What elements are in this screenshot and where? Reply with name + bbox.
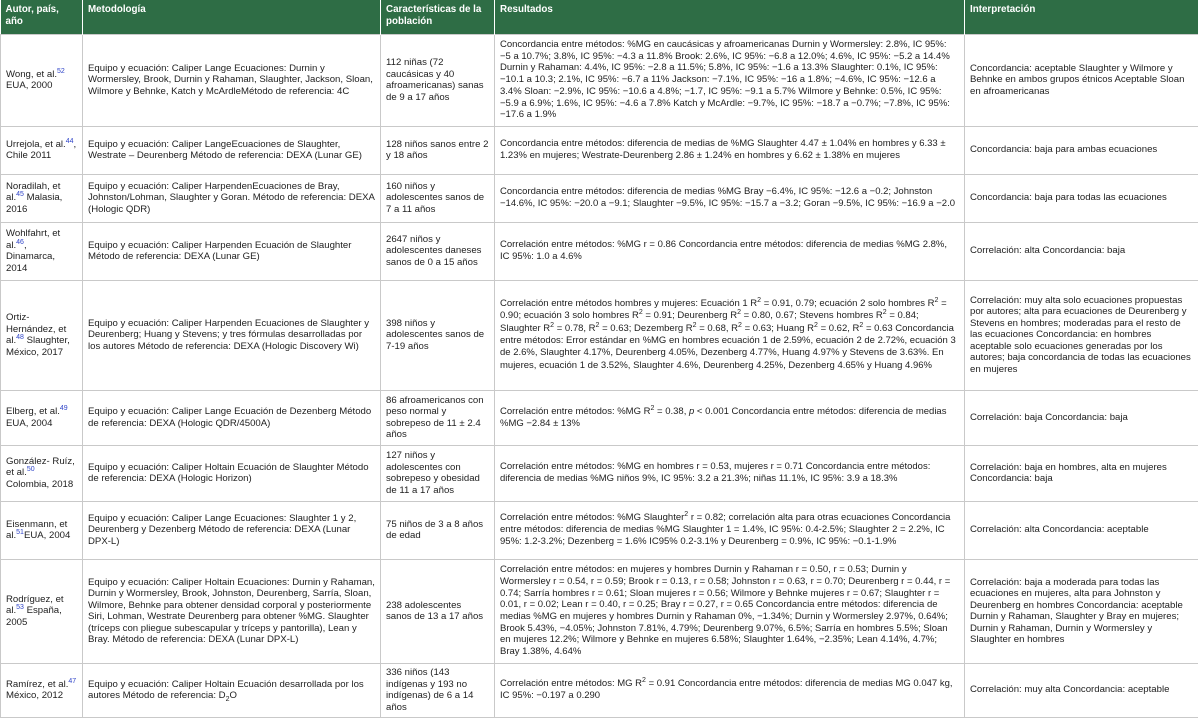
method-cell: Equipo y ecuación: Caliper HarpendenEcuaciones de Bray, Johnston/Lohman, Slaughter y Goran. Método de referencia: DEXA (Hologic QDR): [83, 174, 381, 222]
author-cell: González- Ruíz, et al.$^{50}$ Colombia, 2018: [1, 445, 83, 501]
interpretation-cell: Correlación: alta Concordancia: aceptable: [965, 501, 1198, 559]
reference-link[interactable]: 53: [16, 604, 24, 612]
author-cell: Ortiz-Hernández, et al.$^{48}$ Slaughter, México, 2017: [1, 280, 83, 390]
results-cell: Concordancia entre métodos: diferencia de medias de %MG Slaughter 4.47 ± 1.04% en hombres y 6.33 ± 1.23% en mujeres; Westrate-Deurenberg 2.86 ± 1.24% en hombres y 6.62 ± 1.38% en mujeres: [495, 126, 965, 174]
table-row: [1, 663, 1198, 717]
interpretation-cell: Correlación: muy alta solo ecuaciones propuestas por autores; alta para ecuaciones de Deurenberg y Stevens en hombres; moderadas para el resto de las ecuaciones Concordancia: en hombres aceptable solo ecuaciones generadas por los autores; baja concordancia de todas las ecuaciones en mujeres: [965, 280, 1198, 390]
population-cell: 398 niños y adolescentes sanos de 7-19 años: [381, 280, 495, 390]
results-cell: Correlación entre métodos: %MG en hombres r = 0.53, mujeres r = 0.71 Concordancia entre métodos: diferencia de medias %MG niños 9%, IC 95%: 3.2 a 21.3%; niñas 11.1%, IC 95%: 3.9 a 18.3%: [495, 445, 965, 501]
table-row: [1, 174, 1198, 222]
header-author: Autor, país, año: [1, 0, 83, 34]
method-cell: Equipo y ecuación: Caliper Holtain Ecuación desarrollada por los autores Método de referencia: $D_2O$: [83, 663, 381, 717]
reference-link[interactable]: 47: [68, 677, 77, 685]
author-cell: Urrejola, et al.$^{44}$, Chile 2011: [1, 126, 83, 174]
interpretation-cell: Concordancia: baja para todas las ecuaciones: [965, 174, 1198, 222]
results-cell: Correlación entre métodos: %MG Slaughter$^2$ r = 0.82; correlación alta para otras ecuaciones Concordancia entre métodos: diferencia de medias %MG Slaughter 1 = 1.4%, IC 95%: 0.4-2.5%; Slaughter 2 = 2.2%, IC 95%: 1.2-3.2%; Dezenberg = 1.6% IC95% 0.2-3.1% y Deurenberg = 0.9%, IC 95%: −0.1-1.9%: [495, 501, 965, 559]
population-cell: 127 niños y adolescentes con sobrepeso y obesidad de 11 a 17 años: [381, 445, 495, 501]
author-cell: Rodríguez, et al.$^{53}$ España, 2005: [1, 559, 83, 663]
header-row: [1, 0, 1198, 34]
reference-link[interactable]: 50: [26, 466, 35, 474]
method-cell: Equipo y ecuación: Caliper Lange Ecuaciones: Slaughter 1 y 2, Deurenberg y Dezenberg Método de referencia: DEXA (Lunar DPX-L): [83, 501, 381, 559]
interpretation-cell: Correlación: baja Concordancia: baja: [965, 390, 1198, 445]
header-results: Resultados: [495, 0, 965, 34]
table-row: [1, 559, 1198, 663]
interpretation-cell: Correlación: muy alta Concordancia: aceptable: [965, 663, 1198, 717]
interpretation-cell: Correlación: baja en hombres, alta en mujeres Concordancia: baja: [965, 445, 1198, 501]
results-cell: Correlación entre métodos: MG $R^2 = 0.91$ Concordancia entre métodos: diferencia de medias MG 0.047 kg, IC 95%: −0.197 a 0.290: [495, 663, 965, 717]
table-row: [1, 280, 1198, 390]
header-population: Características de la población: [381, 0, 495, 34]
interpretation-cell: Correlación: baja a moderada para todas las ecuaciones en mujeres, alta para Johnston y Deurenberg en hombres Concordancia: aceptable Durnin y Rahaman, Slaughter y Bray en mujeres; Durnin y Rahaman, Durnin y Wormersley y Slaughter en hombres: [965, 559, 1198, 663]
population-cell: 238 adolescentes sanos de 13 a 17 años: [381, 559, 495, 663]
results-cell: Concordancia entre métodos: %MG en caucásicas y afroamericanas Durnin y Wormersley: 2.8%, IC 95%: −5 a 10.7%; 3.8%, IC 95%: −4.3 a 11.8% Brook: 2.6%, IC 95%: −6.8 a 12.0%; 4.6%, IC 95%: −5.2 a 14.4% Durnin y Rahaman: 4.4%, IC 95%: −2.8 a 11.5%; 5.8%, IC 95%: −1.6 a 13.3% Slaughter: 0.1%, IC 95%: −10.1 a 10.3; 2.1%, IC 95%: −6.7 a 11% Jackson: −7.1%, IC 95%: −16 a 1.8%; −4.6%, IC 95%: −12.6 a 3.4% Sloan: −2.9%, IC 95%: −10.6 a 4.8%; −1.7, IC 95%: −9.1 a 5.7% Wilmore y Behnke: 0.5%, IC 95%: −5.9 a 6.9%; 1.6%, IC 95%: −4.6 a 7.8% Katch y McArdle: −9.7%, IC 95%: −18.7 a −0.7%; −7.8%, IC 95%: −17.6 a 1.9%: [495, 34, 965, 126]
author-cell: Wong, et al.$^{52}$ EUA, 2000: [1, 34, 83, 126]
results-cell: Concordancia entre métodos: diferencia de medias %MG Bray −6.4%, IC 95%: −12.6 a −0.2; Johnston −14.6%, IC 95%: −20.0 a −9.1; Slaughter −9.5%, IC 95%: −15.7 a −3.2; Goran −9.5%, IC 95%: −16.9 a −2.0: [495, 174, 965, 222]
population-cell: 128 niños sanos entre 2 y 18 años: [381, 126, 495, 174]
reference-link[interactable]: 49: [59, 404, 68, 412]
header-interpretation: Interpretación: [965, 0, 1198, 34]
results-cell: Correlación entre métodos: %MG $R^2 = 0.38$, p < 0.001 Concordancia entre métodos: diferencia de medias %MG −2.84 ± 13%: [495, 390, 965, 445]
method-cell: Equipo y ecuación: Caliper Harpenden Ecuación de Slaughter Método de referencia: DEXA (Lunar GE): [83, 222, 381, 280]
table-row: [1, 34, 1198, 126]
method-cell: Equipo y ecuación: Caliper Lange Ecuación de Dezenberg Método de referencia: DEXA (Hologic QDR/4500A): [83, 390, 381, 445]
method-cell: Equipo y ecuación: Caliper LangeEcuaciones de Slaughter, Westrate – Deurenberg Método de referencia: DEXA (Lunar GE): [83, 126, 381, 174]
population-cell: 336 niños (143 indígenas y 193 no indígenas) de 6 a 14 años: [381, 663, 495, 717]
reference-link[interactable]: 48: [16, 333, 24, 341]
results-cell: Correlación entre métodos: %MG r = 0.86 Concordancia entre métodos: diferencia de medias %MG 2.8%, IC 95%: 1.0 a 4.6%: [495, 222, 965, 280]
table-row: [1, 126, 1198, 174]
reference-link[interactable]: 52: [57, 67, 65, 75]
table-row: [1, 222, 1198, 280]
interpretation-cell: Concordancia: baja para ambas ecuaciones: [965, 126, 1198, 174]
reference-link[interactable]: 51: [16, 528, 24, 536]
table-row: [1, 501, 1198, 559]
interpretation-cell: Correlación: alta Concordancia: baja: [965, 222, 1198, 280]
header-method: Metodología: [83, 0, 381, 34]
reference-link[interactable]: 46: [16, 238, 24, 246]
author-cell: Noradilah, et al.$^{45}$ Malasia, 2016: [1, 174, 83, 222]
reference-link[interactable]: 45: [16, 191, 24, 199]
author-cell: Ramírez, et al.$^{47}$ México, 2012: [1, 663, 83, 717]
population-cell: 2647 niños y adolescentes daneses sanos de 0 a 15 años: [381, 222, 495, 280]
population-cell: 160 niños y adolescentes sanos de 7 a 11 años: [381, 174, 495, 222]
interpretation-cell: Concordancia: aceptable Slaughter y Wilmore y Behnke en ambos grupos étnicos Aceptable Sloan en afroamericanas: [965, 34, 1198, 126]
method-cell: Equipo y ecuación: Caliper Holtain Ecuaciones: Durnin y Rahaman, Durnin y Wormersley, Brook, Johnston, Deurenberg, Sarría, Sloan, Wilmore, Behnke para obtener densidad corporal y posteriormente Siri, Lohman, Westrate Deurenberg para obtener %MG. Slaughter (tríceps con pliegue subescapular y tríceps y pantorilla), Lean y Bray. Método de referencia: DEXA (Lunar DPX-L): [83, 559, 381, 663]
population-cell: 112 niñas (72 caucásicas y 40 afroamericanas) sanas de 9 a 17 años: [381, 34, 495, 126]
table-row: [1, 390, 1198, 445]
method-cell: Equipo y ecuación: Caliper Harpenden Ecuaciones de Slaughter y Deurenberg; Huang y Stevens; y tres fórmulas desarrolladas por los autores Método de referencia: DEXA (Hologic Discovery Wi): [83, 280, 381, 390]
author-cell: Elberg, et al.$^{49}$ EUA, 2004: [1, 390, 83, 445]
reference-link[interactable]: 44: [65, 137, 74, 145]
method-cell: Equipo y ecuación: Caliper Holtain Ecuación de Slaughter Método de referencia: DEXA (Hologic Horizon): [83, 445, 381, 501]
results-cell: Correlación entre métodos: en mujeres y hombres Durnin y Rahaman r = 0.50, r = 0.53; Durnin y Wormersley r = 0.54, r = 0.59; Brook r = 0.13, r = 0.58; Johnston r = 0.63, r = 0.70; Deurenberg r = 0.44, r = 0.74; Sarría hombres r = 0.61; Sloan mujeres r = 0.56; Wilmore y Behnke mujeres r = 0.67; Slaughter r = 0.01, r = 0.02; Lean r = 0.40, r = 0.25; Bray r = 0.27, r = 0.65 Concordancia entre métodos: diferencia de medias %MG en mujeres y hombres Durnin y Rahaman 0%, −1.34%; Durnin y Wormersley 2.97%, 0.64%; Brook 5.43%, −4.05%; Johnston 7.81%, 4.79%; Deurenberg 9.07%, 6.5%; Sarría en hombres 5.5%; Sloan en mujeres 12.2%; Wilmore y Behnke en mujeres 6.58%; Slaughter 1.64%, −2.35%; Lean 4.14%, 4.7%; Bray 1.38%, 4.64%: [495, 559, 965, 663]
author-cell: Wohlfahrt, et al.$^{46}$, Dinamarca, 2014: [1, 222, 83, 280]
method-cell: Equipo y ecuación: Caliper Lange Ecuaciones: Durnin y Wormersley, Brook, Durnin y Rahaman, Slaughter, Jackson, Sloan, Wilmore y Behnke, Katch y McArdleMétodo de referencia: 4C: [83, 34, 381, 126]
population-cell: 86 afroamericanos con peso normal y sobrepeso de 11 ± 2.4 años: [381, 390, 495, 445]
author-cell: Eisenmann, et al.$^{51}$EUA, 2004: [1, 501, 83, 559]
population-cell: 75 niños de 3 a 8 años de edad: [381, 501, 495, 559]
table-row: [1, 445, 1198, 501]
results-cell: Correlación entre métodos hombres y mujeres: Ecuación 1 $R^2 = 0.91$, 0.79; ecuación 2 solo hombres $R^2 = 0.90$; ecuación 3 solo hombres $R^2 = 0.91$; Deurenberg $R^2 = 0.80$, 0.67; Stevens hombres $R^2 = 0.84$; Slaughter $R^2 = 0.78$, $R^2 = 0.63$; Dezemberg $R^2 = 0.68$, $R^2 = 0.63$; Huang $R^2 = 0.62$, $R^2 = 0.63$ Concordancia entre métodos: Error estándar en %MG en hombres ecuación 1 de 2.59%, ecuación 2 de 2.72%, ecuación 3 de 2.6%, Slaughter 4.17%, Deurenberg 4.05%, Dezenberg 4.77%, Huang 4.97% y Stevens de 3.63%. En mujeres, ecuación 1 de 3.52%, Slaughter 4.6%, Deurenberg 4.25%, Dezenberg 4.65% y Huang 4.96%: [495, 280, 965, 390]
